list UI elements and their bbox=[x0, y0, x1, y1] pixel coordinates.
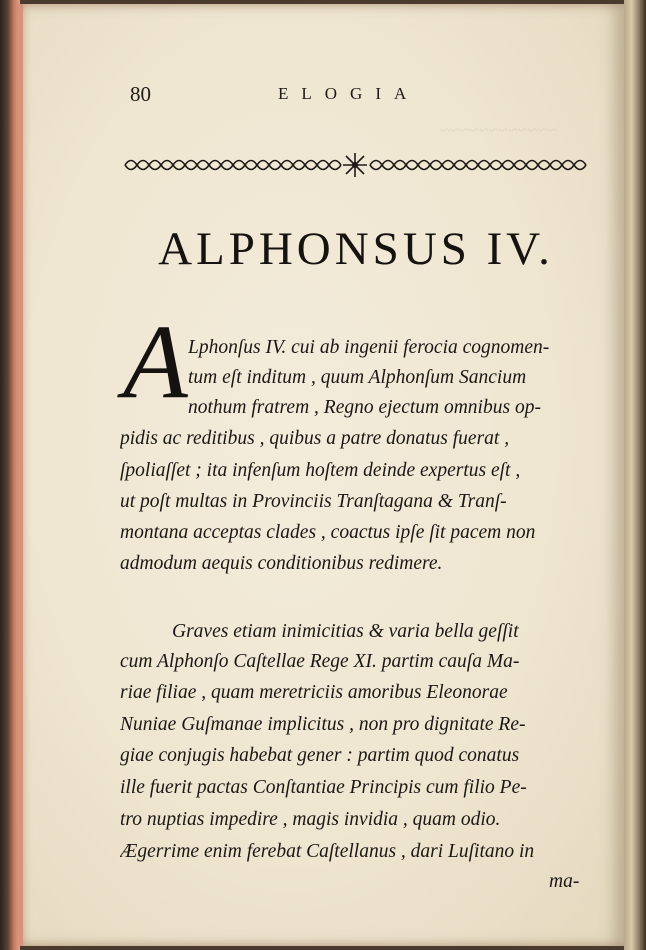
paragraph-2-line: tro nuptias impedire , magis invidia , quam odio. bbox=[120, 809, 501, 830]
paragraph-2-line: Graves etiam inimicitias & varia bella geſſit bbox=[172, 621, 519, 642]
page-title: ALPHONSUS IV. bbox=[158, 223, 554, 275]
page-number: 80 bbox=[130, 82, 151, 106]
paragraph-2-line: Ægerrime enim ferebat Caſtellanus , dari Luſitano in bbox=[120, 841, 535, 862]
book-binding-right bbox=[624, 0, 646, 950]
paragraph-2-line: riae filiae , quam meretriciis amoribus Eleonorae bbox=[120, 682, 508, 703]
paragraph-1-line: admodum aequis conditionibus redimere. bbox=[120, 553, 443, 574]
paragraph-1-line: Lphonſus IV. cui ab ingenii ferocia cognomen- bbox=[188, 337, 550, 358]
paragraph-1-line: montana acceptas clades , coactus ipſe ſit pacem non bbox=[120, 522, 536, 543]
paragraph-2-line: cum Alphonſo Caſtellae Rege XI. partim cauſa Ma- bbox=[120, 651, 520, 672]
running-head bbox=[130, 82, 600, 106]
running-title: ELOGIA bbox=[278, 84, 420, 103]
paragraph-1-line: nothum fratrem , Regno ejectum omnibus op- bbox=[188, 397, 541, 418]
paragraph-2-line: ille fuerit pactas Conſtantiae Principis cum filio Pe- bbox=[120, 777, 527, 798]
ornament-band bbox=[120, 152, 590, 178]
paragraph-1-line: pidis ac reditibus , quibus a patre donatus fuerat , bbox=[120, 428, 510, 449]
ornament-left-scroll bbox=[125, 161, 341, 170]
paragraph-2-line: giae conjugis habebat gener : partim quod conatus bbox=[120, 745, 520, 766]
book-binding-left bbox=[0, 0, 20, 950]
paragraph-2-line: Nuniae Guſmanae implicitus , non pro dignitate Re- bbox=[120, 714, 526, 735]
paragraph-1-line: ut poſt multas in Provinciis Tranſtagana & Tranſ- bbox=[120, 491, 507, 512]
page-red-edge bbox=[18, 4, 23, 946]
drop-cap: A bbox=[123, 303, 188, 420]
catchword: ma- bbox=[549, 871, 580, 892]
ornament-center-star bbox=[343, 153, 367, 177]
paragraph-1-line: tum eſt inditum , quum Alphonſum Sancium bbox=[188, 367, 527, 388]
bleed-through-shadow: ~~~~~~~~~~~~ bbox=[440, 120, 557, 140]
ornament-right-scroll bbox=[370, 161, 586, 170]
paragraph-1-line: ſpoliaſſet ; ita infenſum hoſtem deinde expertus eſt , bbox=[120, 460, 521, 481]
